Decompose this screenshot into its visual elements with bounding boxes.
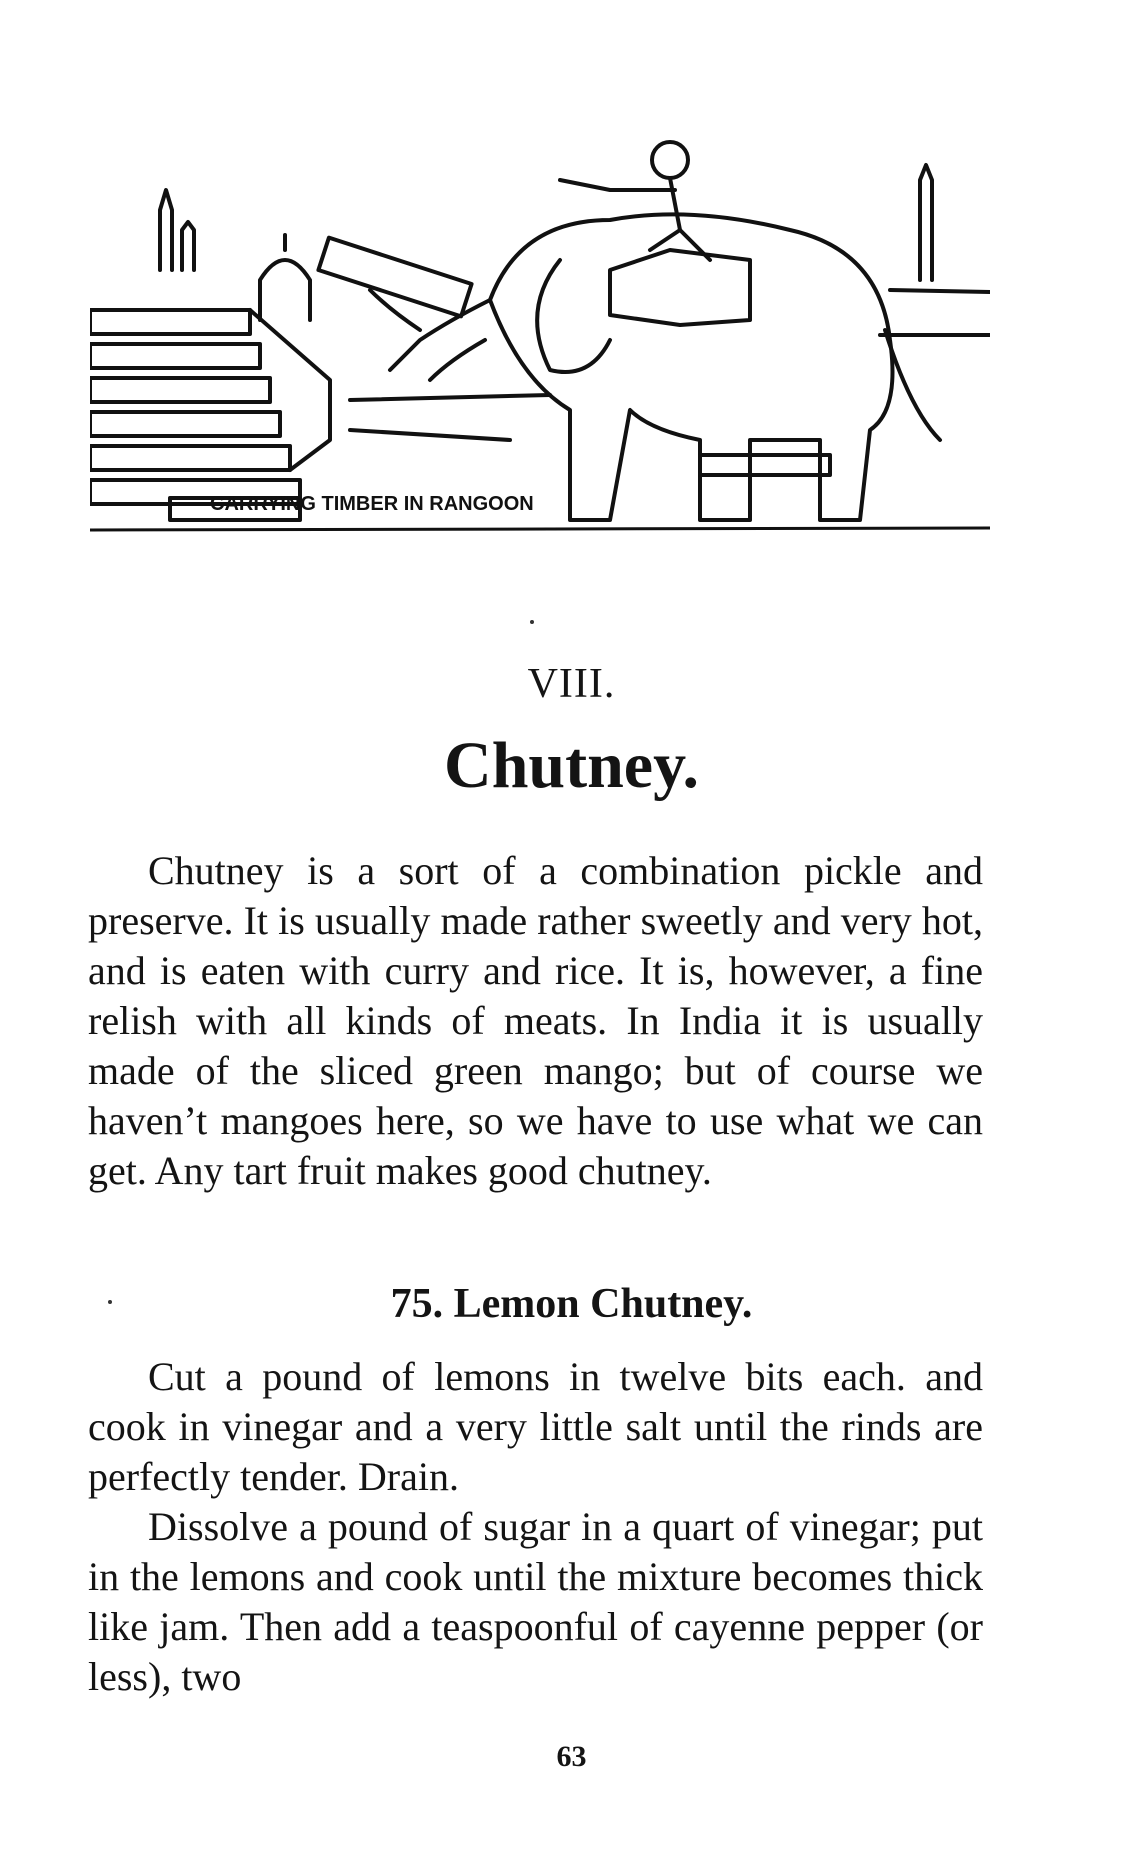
recipe-body [88, 1352, 983, 1702]
page-number: 63 [556, 1740, 587, 1773]
recipe-heading: 75. Lemon Chutney. [390, 1281, 753, 1327]
chapter-number: VIII. [527, 661, 616, 707]
chapter-title: Chutney. [444, 729, 699, 802]
illustration-elephant-timber [90, 110, 990, 550]
elephant-illustration [90, 110, 990, 550]
recipe-paragraph: Dissolve a pound of sugar in a quart of vinegar; put in the lemons and cook until the mixture becomes thick like jam. Then add a teaspoonful of cayenne pepper (or less), two [88, 1504, 983, 1699]
stray-mark [530, 620, 534, 624]
stray-mark [108, 1300, 112, 1304]
illustration-caption: CARRYING TIMBER IN RANGOON [210, 493, 534, 515]
intro-paragraph: Chutney is a sort of a combination pickle and preserve. It is usually made rather sweetly and very hot, and is eaten with curry and rice. It is, however, a fine relish with all kinds of meats. In India it is usually made of the sliced green mango; but of course we haven’t mangoes here, so we have to use what we can get. Any tart fruit makes good chutney. [88, 848, 983, 1193]
intro-section [88, 846, 983, 1196]
recipe-paragraph: Cut a pound of lemons in twelve bits each. and cook in vinegar and a very little salt until the rinds are perfectly tender. Drain. [88, 1354, 983, 1499]
